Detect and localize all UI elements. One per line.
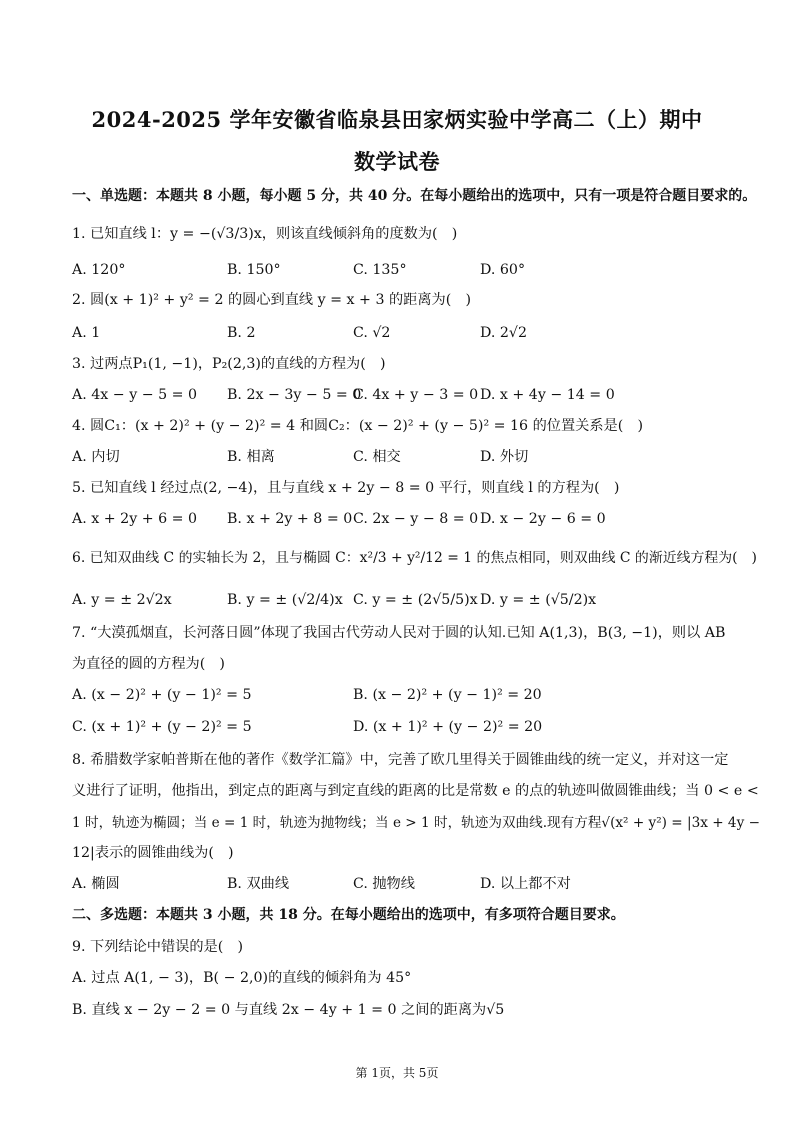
q6-option-b: B. y = ± (√2/4)x: [227, 592, 343, 608]
q9-option-a: A. 过点 A(1, − 3)，B( − 2,0)的直线的倾斜角为 45°: [72, 970, 412, 986]
question-5-stem: 5. 已知直线 l 经过点(2, −4)，且与直线 x + 2y − 8 = 0 平行，则直线 l 的方程为( ): [72, 480, 620, 496]
question-4-stem: 4. 圆C₁：(x + 2)² + (y − 2)² = 4 和圆C₂：(x − 2)² + (y − 5)² = 16 的位置关系是( ): [72, 418, 643, 434]
q7-option-c: C. (x + 1)² + (y − 2)² = 5: [72, 719, 252, 735]
q4-option-c: C. 相交: [353, 449, 401, 465]
question-9-stem: 9. 下列结论中错误的是( ): [72, 939, 243, 955]
q4-option-a: A. 内切: [72, 449, 120, 465]
q1-option-b: B. 150°: [227, 262, 281, 278]
q5-option-a: A. x + 2y + 6 = 0: [72, 511, 198, 527]
question-8-stem-line-2: 义进行了证明，他指出，到定点的距离与到定直线的距离的比是常数 e 的点的轨迹叫做圆锥曲线；当 0 < e <: [72, 783, 759, 799]
q4-option-d: D. 外切: [480, 449, 529, 465]
question-8-stem-line-1: 8. 希腊数学家帕普斯在他的著作《数学汇篇》中，完善了欧几里得关于圆锥曲线的统一定义，并对这一定: [72, 752, 729, 768]
q2-option-b: B. 2: [227, 325, 256, 341]
q7-option-b: B. (x − 2)² + (y − 1)² = 20: [353, 687, 542, 703]
question-8-stem-line-4: 12|表示的圆锥曲线为( ): [72, 845, 234, 861]
q8-option-c: C. 抛物线: [353, 876, 415, 892]
q4-option-b: B. 相离: [227, 449, 275, 465]
question-2-stem: 2. 圆(x + 1)² + y² = 2 的圆心到直线 y = x + 3 的距离为( ): [72, 292, 471, 308]
q2-option-c: C. √2: [353, 325, 391, 341]
q6-option-a: A. y = ± 2√2x: [72, 592, 172, 608]
q3-option-a: A. 4x − y − 5 = 0: [72, 387, 198, 403]
question-7-stem-line-2: 为直径的圆的方程为( ): [72, 656, 225, 672]
page-number-footer: 第 1页，共 5页: [355, 1066, 439, 1080]
q1-option-a: A. 120°: [72, 262, 126, 278]
q8-option-b: B. 双曲线: [227, 876, 290, 892]
q1-option-c: C. 135°: [353, 262, 407, 278]
section-1-heading: 一、单选题：本题共 8 小题，每小题 5 分，共 40 分。在每小题给出的选项中，只有一项是符合题目要求的。: [72, 188, 757, 204]
question-6-stem: 6. 已知双曲线 C 的实轴长为 2，且与椭圆 C：x²/3 + y²/12 = 1 的焦点相同，则双曲线 C 的渐近线方程为( ): [72, 550, 757, 566]
q3-option-c: C. 4x + y − 3 = 0: [353, 387, 479, 403]
section-2-heading: 二、多选题：本题共 3 小题，共 18 分。在每小题给出的选项中，有多项符合题目要求。: [72, 907, 625, 923]
question-8-stem-line-3: 1 时，轨迹为椭圆；当 e = 1 时，轨迹为抛物线；当 e > 1 时，轨迹为双曲线.现有方程√(x² + y²) = |3x + 4y −: [72, 815, 760, 831]
question-7-stem-line-1: 7. “大漠孤烟直，长河落日圆”体现了我国古代劳动人民对于圆的认知.已知 A(1,3)，B(3, −1)，则以 AB: [72, 625, 726, 641]
q8-option-a: A. 椭圆: [72, 876, 120, 892]
q6-option-d: D. y = ± (√5/2)x: [480, 592, 597, 608]
question-1-stem: 1. 已知直线 l：y = −(√3/3)x，则该直线倾斜角的度数为( ): [72, 226, 458, 242]
q3-option-d: D. x + 4y − 14 = 0: [480, 387, 615, 403]
question-3-stem: 3. 过两点P₁(1, −1)，P₂(2,3)的直线的方程为( ): [72, 356, 386, 372]
q6-option-c: C. y = ± (2√5/5)x: [353, 592, 478, 608]
q7-option-d: D. (x + 1)² + (y − 2)² = 20: [353, 719, 543, 735]
q2-option-d: D. 2√2: [480, 325, 527, 341]
q9-option-b: B. 直线 x − 2y − 2 = 0 与直线 2x − 4y + 1 = 0 之间的距离为√5: [72, 1002, 505, 1018]
q3-option-b: B. 2x − 3y − 5 = 0: [227, 387, 362, 403]
q5-option-d: D. x − 2y − 6 = 0: [480, 511, 606, 527]
q5-option-b: B. x + 2y + 8 = 0: [227, 511, 353, 527]
q5-option-c: C. 2x − y − 8 = 0: [353, 511, 479, 527]
q1-option-d: D. 60°: [480, 262, 526, 278]
q2-option-a: A. 1: [72, 325, 101, 341]
q8-option-d: D. 以上都不对: [480, 876, 571, 892]
exam-subtitle: 数学试卷: [354, 149, 440, 174]
exam-title: 2024-2025 学年安徽省临泉县田家炳实验中学高二（上）期中: [91, 107, 703, 132]
q7-option-a: A. (x − 2)² + (y − 1)² = 5: [72, 687, 252, 703]
